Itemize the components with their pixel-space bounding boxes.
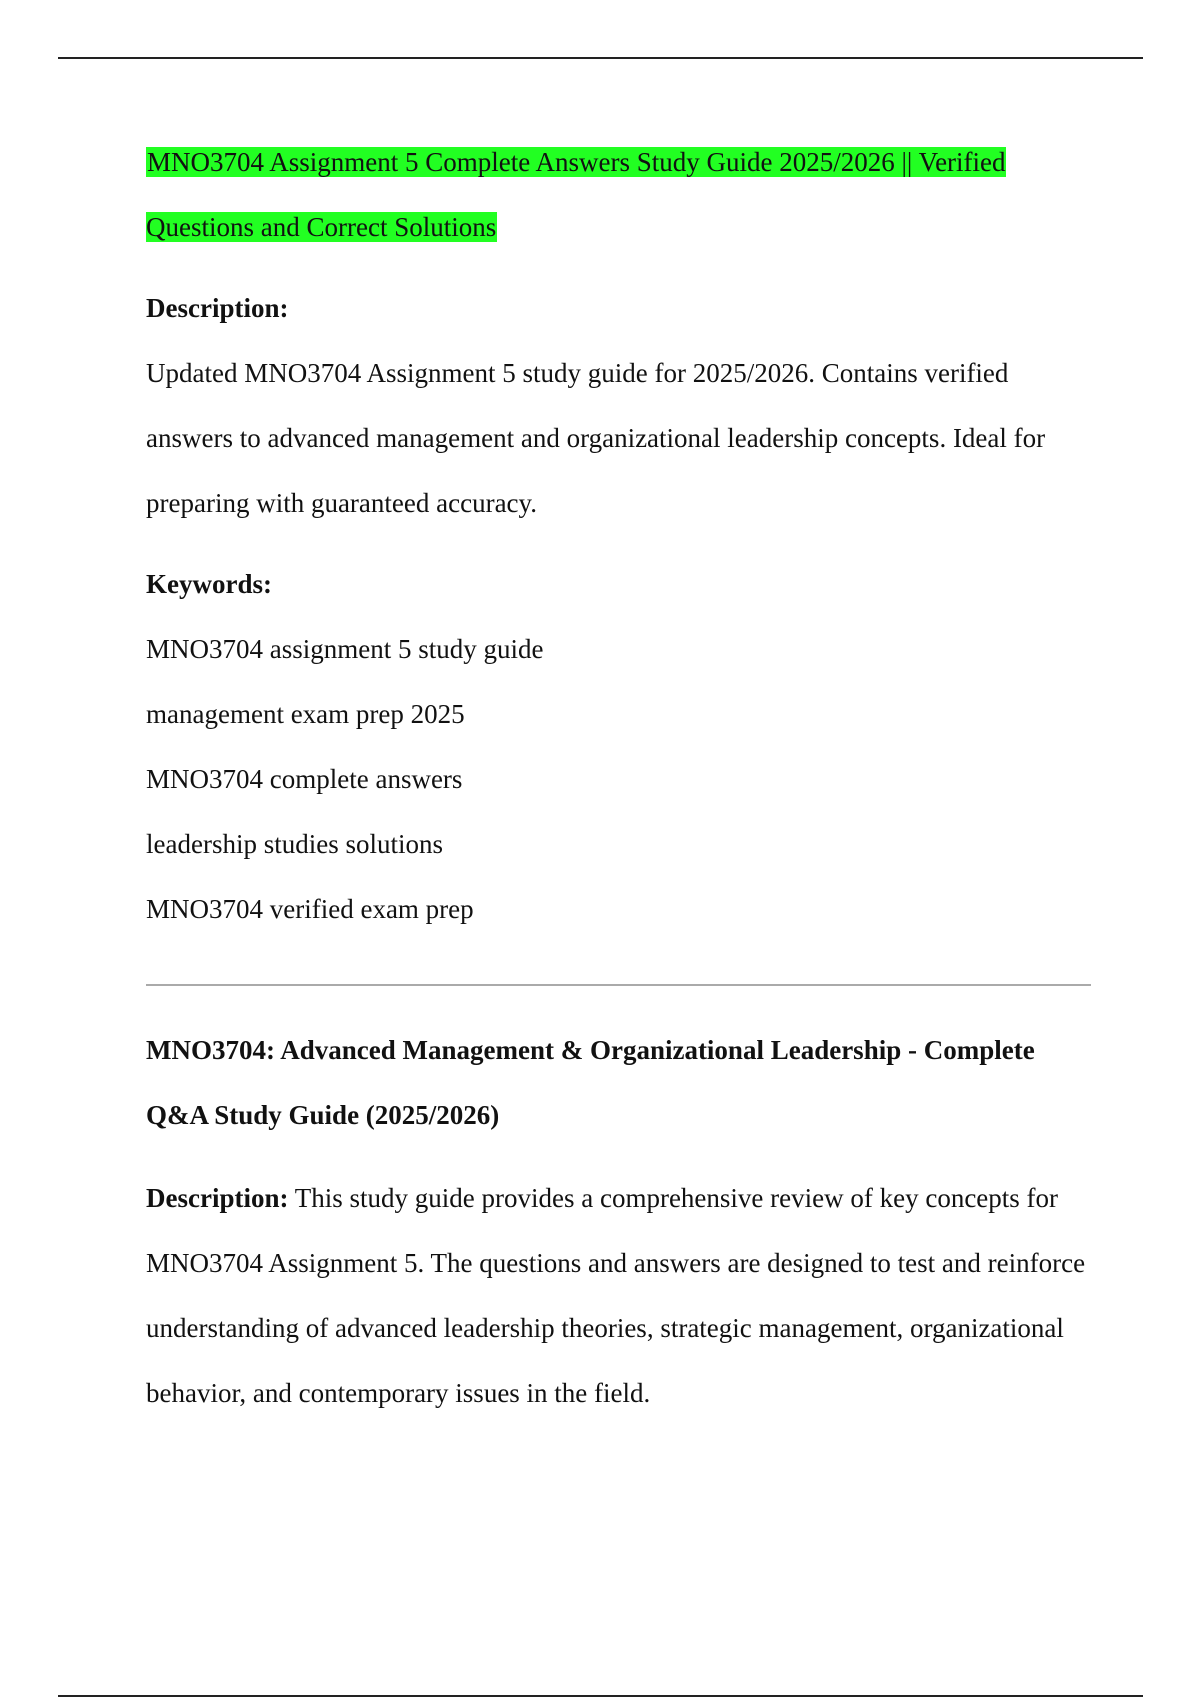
section-divider — [146, 984, 1091, 986]
section-description-text: This study guide provides a comprehensive review of key concepts for MNO3704 Assignment 5. The questions and answers are designed to test and reinforce understanding of advanced leadership theories, strategic management, organizational behavior, and contemporary issues in the field. — [146, 1183, 1086, 1408]
section-description-label: Description: — [146, 1183, 289, 1213]
description-label: Description: — [146, 293, 289, 323]
keyword-item: MNO3704 assignment 5 study guide — [146, 634, 544, 664]
section-title: MNO3704: Advanced Management & Organizational Leadership - Complete Q&A Study Guide (2025/2026) — [146, 1035, 1035, 1130]
document-body — [146, 130, 1096, 1426]
keywords-label: Keywords: — [146, 569, 272, 599]
keyword-item: management exam prep 2025 — [146, 699, 465, 729]
keyword-item: leadership studies solutions — [146, 829, 443, 859]
keywords-list — [146, 617, 1096, 942]
section-description — [146, 1166, 1096, 1426]
keyword-item: MNO3704 complete answers — [146, 764, 463, 794]
title-highlight: MNO3704 Assignment 5 Complete Answers Study Guide 2025/2026 || Verified Questions and Correct Solutions — [146, 147, 1006, 242]
description-text: Updated MNO3704 Assignment 5 study guide for 2025/2026. Contains verified answers to advanced management and organizational leadership concepts. Ideal for preparing with guaranteed accuracy. — [146, 358, 1046, 518]
page-top-rule — [58, 57, 1143, 59]
page-bottom-rule — [58, 1695, 1143, 1697]
document-title — [146, 130, 1096, 260]
keyword-item: MNO3704 verified exam prep — [146, 894, 474, 924]
